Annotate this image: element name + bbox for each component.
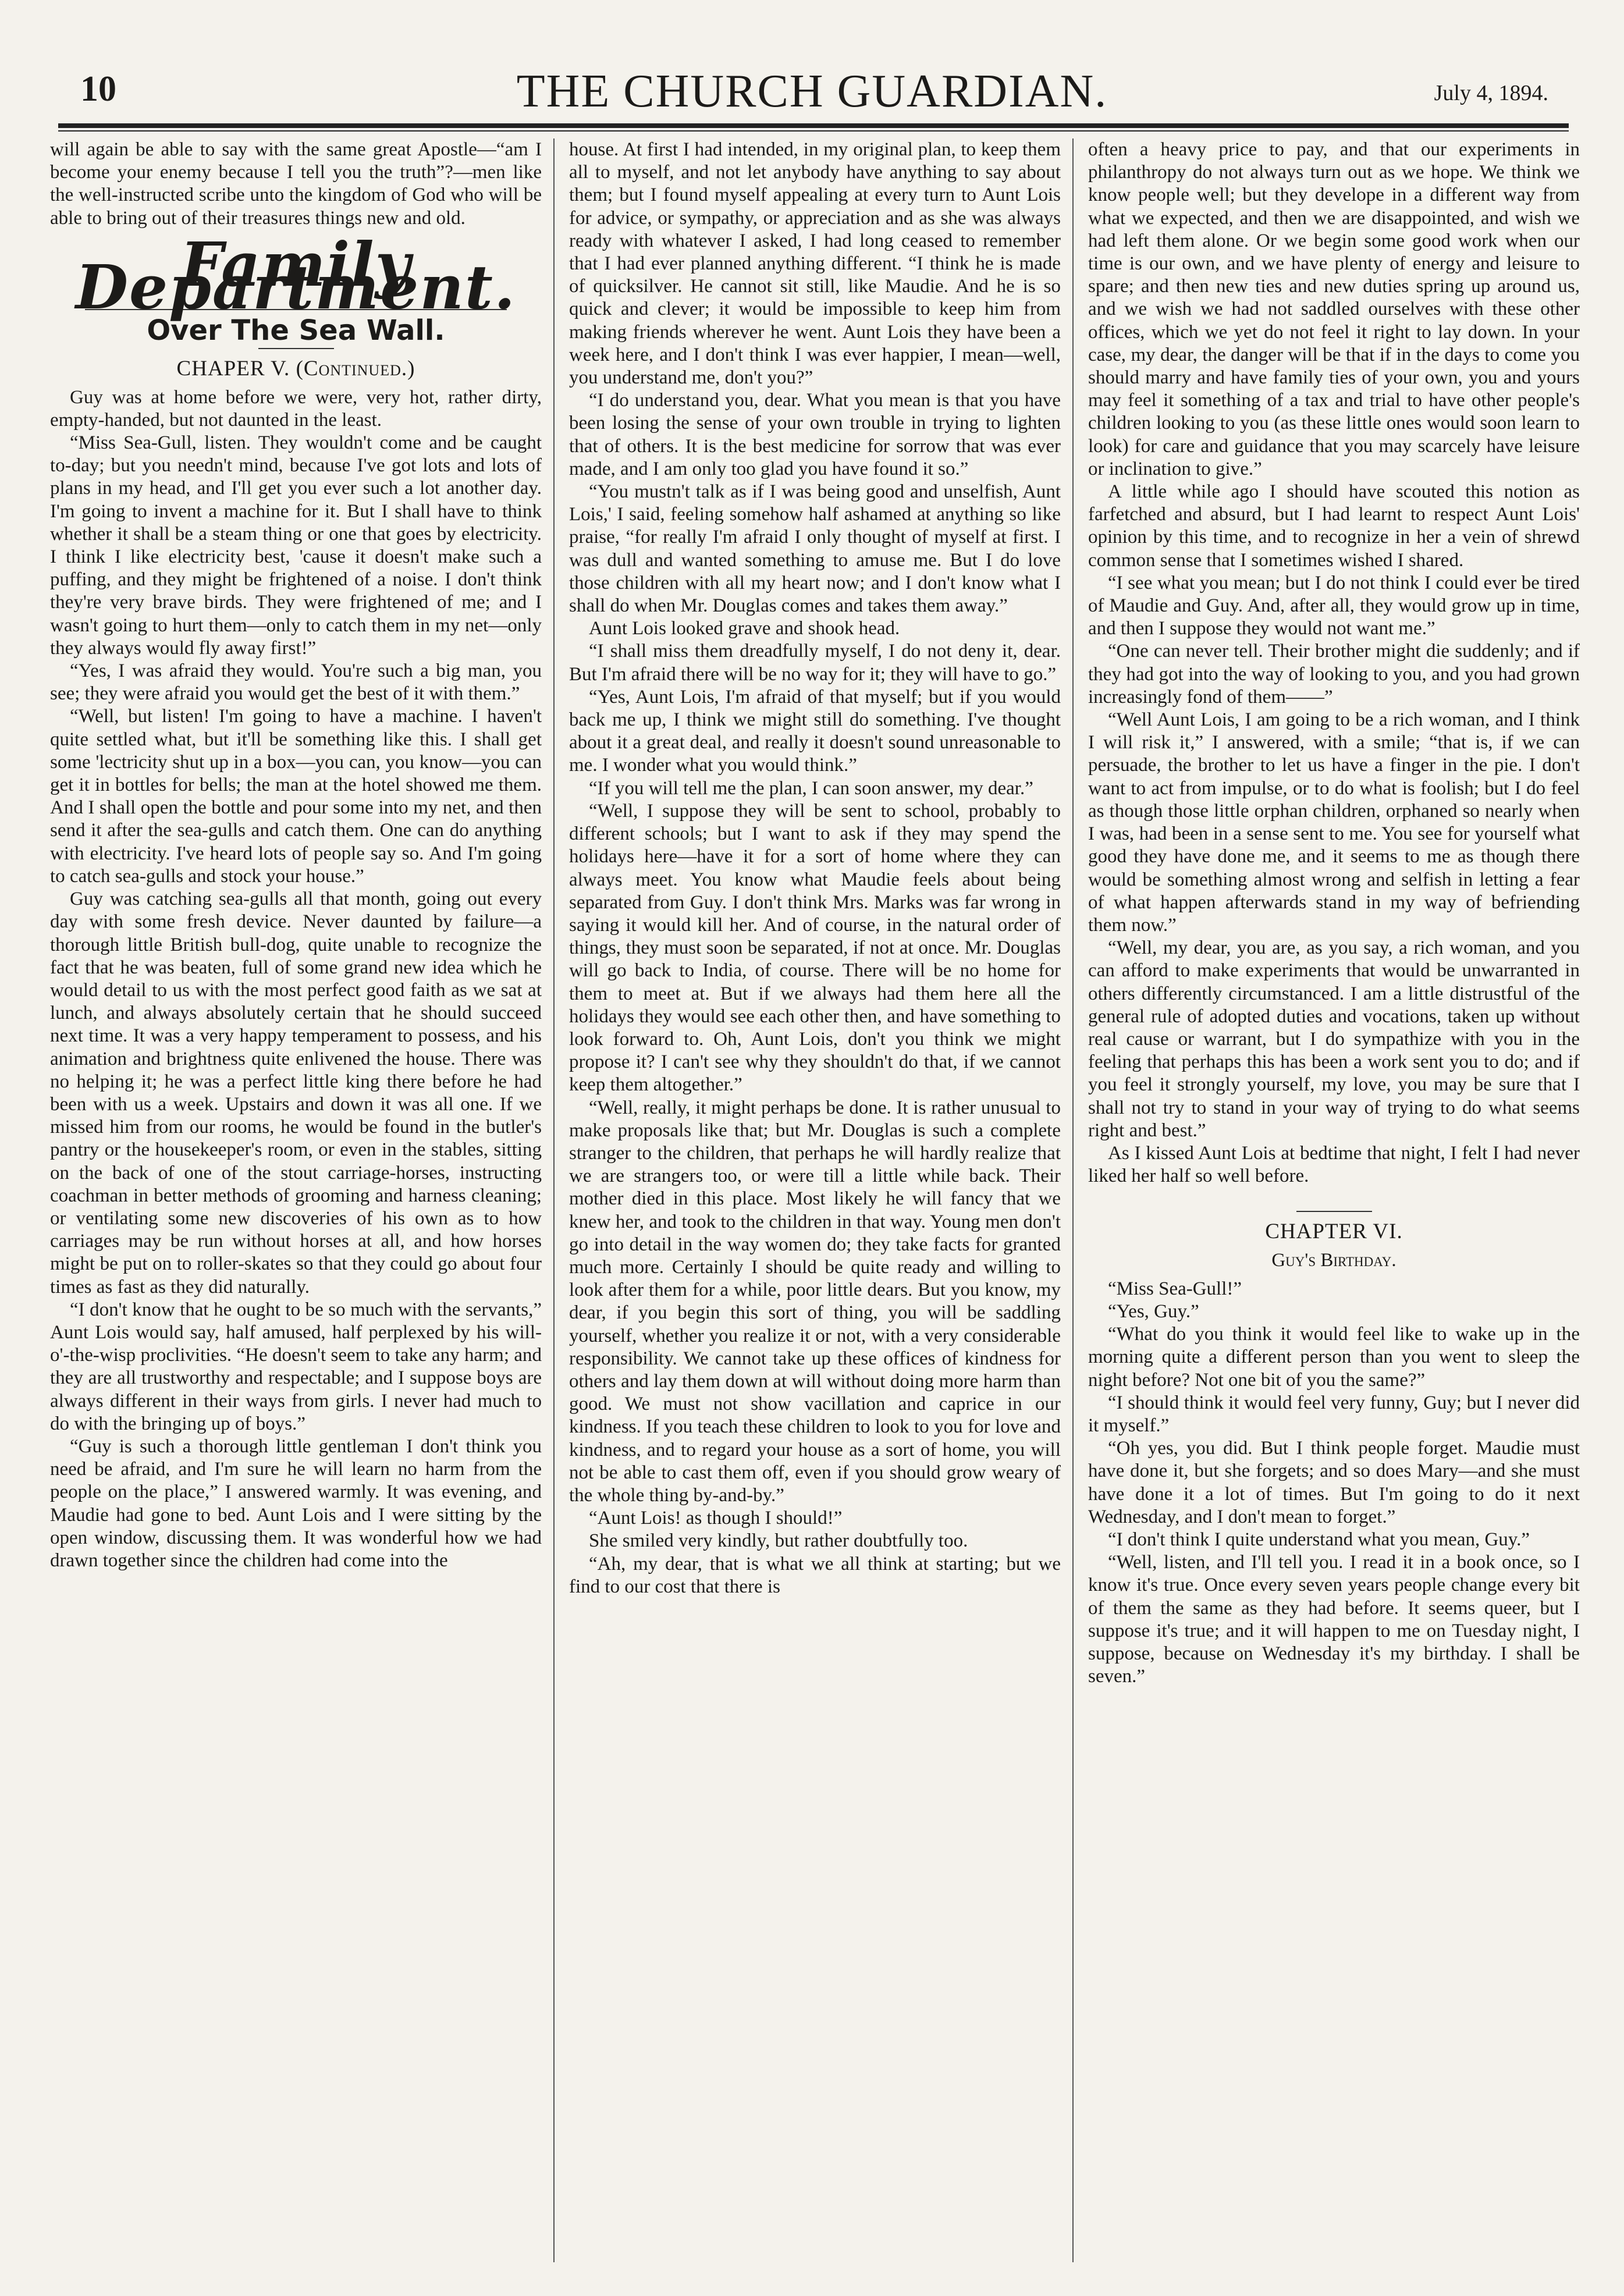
header-rule-thin <box>58 130 1569 131</box>
paragraph: “Miss Sea-Gull!” <box>1108 1278 1242 1299</box>
paragraph: Guy was catching sea-gulls all that month, going out every day with some fresh device. Never daunted by failure—a thorough little British bull-dog, quite unable to recognize the fact that he was beaten, full of some grand new idea which he would detail to us with the most perfect good faith as we sat at lunch, and always absolutely certain that he should succeed next time. It was a very happy temperament to possess, and his animation and brightness quite enlivened the house. There was no helping it; he was a perfect little king there before he had been with us a week. Upstairs and down it was all one. If we missed him from our rooms, he would be found in the butler's pantry or the housekeeper's room, or even in the stables, sitting on the back of one of the stout carriage-horses, instructing coachman in better methods of grooming and harness cleaning; or ventilating some new discoveries of his own as to how carriages may be run without horses at all, and how horses might be put on to roller-skates so that they could go about four times as fast as they did naturally. <box>50 888 542 1298</box>
paragraph: “I do understand you, dear. What you mean is that you have been losing the sense of your own trouble in trying to lighten that of others. It is the best medicine for sorrow that was ever made, and I am only too glad you have found it so.” <box>569 390 1061 479</box>
paragraph: “I see what you mean; but I do not think I could ever be tired of Maudie and Guy. And, after all, they would grow up in time, and then I suppose they would not want me.” <box>1088 572 1580 639</box>
paragraph: A little while ago I should have scouted this notion as farfetched and absurd, but I had learnt to respect Aunt Lois' opinion by this time, and to recognize in her a vein of shrewd common sense that I sometimes wished I shared. <box>1088 481 1580 571</box>
paragraph: “Yes, Aunt Lois, I'm afraid of that myself; but if you would back me up, I think we might still do something. I've thought about it a great deal, and really it doesn't sound unreasonable to me. I wonder what you would think.” <box>569 686 1061 776</box>
chapter-note: (Continued.) <box>296 357 415 381</box>
section-heading: Family Department. <box>75 228 517 324</box>
page-number: 10 <box>80 69 116 109</box>
paragraph: “Guy is such a thorough little gentleman I don't think you need be afraid, and I'm sure he will learn no harm from the people on the place,” I answered warmly. It was evening, and Maudie had gone to bed. Aunt Lois and I were sitting by the open window, discussing them. It was wonderful how we had drawn together since the children had come into the <box>50 1435 542 1571</box>
paragraph: As I kissed Aunt Lois at bedtime that night, I felt I had never liked her half so well before. <box>1088 1142 1580 1187</box>
chapter-heading: CHAPTER VI. <box>1265 1220 1403 1244</box>
title-rule <box>258 348 334 349</box>
header-rule-thick <box>58 123 1569 128</box>
chapter-subtitle: Guy's Birthday. <box>1271 1249 1396 1271</box>
chapter-heading <box>50 357 542 380</box>
paragraph: “Miss Sea-Gull, listen. They wouldn't come and be caught to-day; but you needn't mind, because I've got lots and lots of plans in my head, and I'll get you ever such a lot another day. I'm going to invent a machine for it. But I shall have to think whether it shall be a steam thing or one that goes by electricity. I think I like electricity best, 'cause it doesn't make such a puffing, and they might be frightened of a noise. I don't think they're very brave birds. They were frightened of me; and I wasn't going to hurt them—only to catch them in my net—only they always would fly away first!” <box>50 432 542 659</box>
paragraph: “Well Aunt Lois, I am going to be a rich woman, and I think I will risk it,” I answered, with a smile; “that is, if we can persuade, the brother to let us have a finger in the pie. I don't want to act from impulse, or to do what is foolish; but I do feel as though those little orphan children, orphaned so nearly when I was, had been in a sense sent to me. You see for yourself what good they have done me, and it seems to me as though there would be something almost wrong and selfish in letting a fear of what happen afterwards stand in my way of befriending them now.” <box>1088 709 1580 936</box>
paragraph: “Well, listen, and I'll tell you. I read it in a book once, so I know it's true. Once every seven years people change every bit of them the same as they had before. It seems queer, but I suppose it's true; and it will happen to me on Tuesday night, I suppose, because on Wednesday it's my birthday. I shall be seven.” <box>1088 1552 1580 1687</box>
paragraph: She smiled very kindly, but rather doubtfully too. <box>589 1530 968 1552</box>
paragraph: “Yes, I was afraid they would. You're such a big man, you see; they were afraid you would get the best of it with them.” <box>50 660 542 705</box>
paragraph: Guy was at home before we were, very hot, rather dirty, empty-handed, but not daunted in the least. <box>50 386 542 431</box>
paragraph: “Aunt Lois! as though I should!” <box>589 1508 843 1529</box>
paragraph: house. At first I had intended, in my original plan, to keep them all to myself, and not let anybody have anything to say about them; but I found myself appealing at every turn to Aunt Lois for advice, or sympathy, or appreciation and as she was always ready with whatever I asked, I had long ceased to remember that I had ever planned anything different. “I think he is made of quicksilver. He cannot sit still, like Maudie. And he is so quick and clever; it would be impossible to keep him from making friends wherever he went. Aunt Lois they have been a week here, and I don't think I was ever happier, I mean—well, you understand me, don't you?” <box>569 139 1061 389</box>
paragraph: “Oh yes, you did. But I think people forget. Maudie must have done it, but she forgets; and so does Mary—and she must have done it a lot of times. But I'm going to do it next Wednesday, and I don't mean to forget.” <box>1088 1438 1580 1527</box>
paragraph: “I should think it would feel very funny, Guy; but I never did it myself.” <box>1088 1392 1580 1436</box>
story-title: Over The Sea Wall. <box>147 314 445 347</box>
paragraph: “I don't know that he ought to be so much with the servants,” Aunt Lois would say, half amused, half perplexed by his will-o'-the-wisp proclivities. “He doesn't seem to take any harm; and they are all trustworthy and respectable; and I suppose boys are always different in their ways from girls. I never had much to do with the bringing up of boys.” <box>50 1299 542 1434</box>
column-divider <box>553 138 555 2262</box>
chapter-label: CHAPER V. <box>176 357 290 381</box>
paragraph: “If you will tell me the plan, I can soon answer, my dear.” <box>589 777 1033 799</box>
paragraph: “Well, my dear, you are, as you say, a rich woman, and you can afford to make experiments that would be unwarranted in others differently circumstanced. I am a little distrustful of the general rule of adopted duties and vocations, taken up without real cause or warrant, but I do sympathize with you in the feeling that perhaps this has been a work sent you to do; and if you feel it strongly yourself, my love, you may be sure that I shall not try to stand in your way of trying to do what seems right and best.” <box>1088 937 1580 1141</box>
paragraph: “I shall miss them dreadfully myself, I do not deny it, dear. But I'm afraid there will be no way for it; they will have to go.” <box>569 641 1061 685</box>
masthead-title: THE CHURCH GUARDIAN. <box>516 66 1108 117</box>
paragraph: “One can never tell. Their brother might die suddenly; and if they had got into the way of looking to you, and you had grown increasingly fond of them——” <box>1088 641 1580 708</box>
paragraph: “Yes, Guy.” <box>1108 1300 1199 1322</box>
issue-date: July 4, 1894. <box>1434 81 1548 105</box>
chapter-rule <box>1296 1211 1372 1212</box>
lead-paragraph: will again be able to say with the same great Apostle—“am I become your enemy because I tell you the truth”?—men like the well-instructed scribe unto the kingdom of God who will be able to bring out of their treasures things new and old. <box>50 139 542 229</box>
column-1 <box>50 138 542 2268</box>
paragraph: “Well, I suppose they will be sent to school, probably to different schools; but I want to ask if they may spend the holidays here—have it for a sort of home where they can always meet. You know what Maudie feels about being separated from Guy. I don't think Mrs. Marks was far wrong in saying it would kill her. And of course, in the natural order of things, they must soon be separated, if not at once. Mr. Douglas will go back to India, of course. There will be no home for them to meet at. But if we always had them here all the holidays they would see each other then, and have something to look forward to. Oh, Aunt Lois, don't you think we might propose it? I can't see why they shouldn't do that, if we cannot keep them altogether.” <box>569 800 1061 1096</box>
column-divider <box>1072 138 1074 2262</box>
paragraph: “I don't think I quite understand what you mean, Guy.” <box>1108 1529 1530 1550</box>
paragraph: often a heavy price to pay, and that our experiments in philanthropy do not always turn out as we hope. We think we know people well; but they develope in a different way from what we expected, and then we are disappointed, and wish we had left them alone. Or we begin some good work when our time is our own, and we have plenty of energy and leisure to spare; and then new ties and new duties spring up around us, and we wish we had not saddled ourselves with these other offices, which we yet do not feel it right to lay down. In your case, my dear, the danger will be that if in the days to come you should marry and have family ties of your own, you and yours may feel it something of a tax and trial to have other people's children looking to you (as these little ones would soon learn to look) for care and guidance that you may scarcely have leisure or inclination to give.” <box>1088 139 1580 479</box>
column-2 <box>569 138 1061 2268</box>
paragraph: “You mustn't talk as if I was being good and unselfish, Aunt Lois,' I said, feeling somehow half ashamed at anything so like praise, “for really I'm afraid I only thought of myself at first. I was dull and wanted something to amuse me. But I do love those children with all my heart now; and I don't know what I shall do when Mr. Douglas comes and takes them away.” <box>569 481 1061 617</box>
paragraph: “Well, but listen! I'm going to have a machine. I haven't quite settled what, but it'll be something like this. I shall get some 'lectricity shut up in a box—you can, you know—you can get it in bottles for bells; the man at the hotel showed me them. And I shall open the bottle and pour some into my net, and then send it after the sea-gulls and catch them. One can do anything with electricity. I've heard lots of people say so. And I'm going to catch sea-gulls and stock your house.” <box>50 706 542 887</box>
paragraph: Aunt Lois looked grave and shook head. <box>589 618 900 639</box>
paragraph: “What do you think it would feel like to wake up in the morning quite a different person than you went to sleep the night before? Not one bit of you the same?” <box>1088 1324 1580 1391</box>
paragraph: “Ah, my dear, that is what we all think at starting; but we find to our cost that there is <box>569 1553 1061 1597</box>
paragraph: “Well, really, it might perhaps be done. It is rather unusual to make proposals like that; but Mr. Douglas is such a complete stranger to the children, that perhaps he will hardly realize that we are strangers too, or were till a little while back. Their mother died in this place. Most likely he will fancy that we knew her, and took to the children in that way. Young men don't go into detail in the way women do; they take facts for granted much more. Certainly I should be quite ready and willing to look after them for a while, poor little dears. But you know, my dear, if you begin this sort of thing, you will be saddling yourself, whether you realize it or not, with a very considerable responsibility. We cannot take up these offices of kindness for others and lay them down at will without doing more harm than good. We must not show vacillation and caprice in our kindness. If you teach these children to look to you for love and kindness, and to regard your house as a sort of home, you will not be able to cast them off, even if you should grow weary of the whole thing by-and-by.” <box>569 1097 1061 1506</box>
column-3 <box>1088 138 1580 2268</box>
